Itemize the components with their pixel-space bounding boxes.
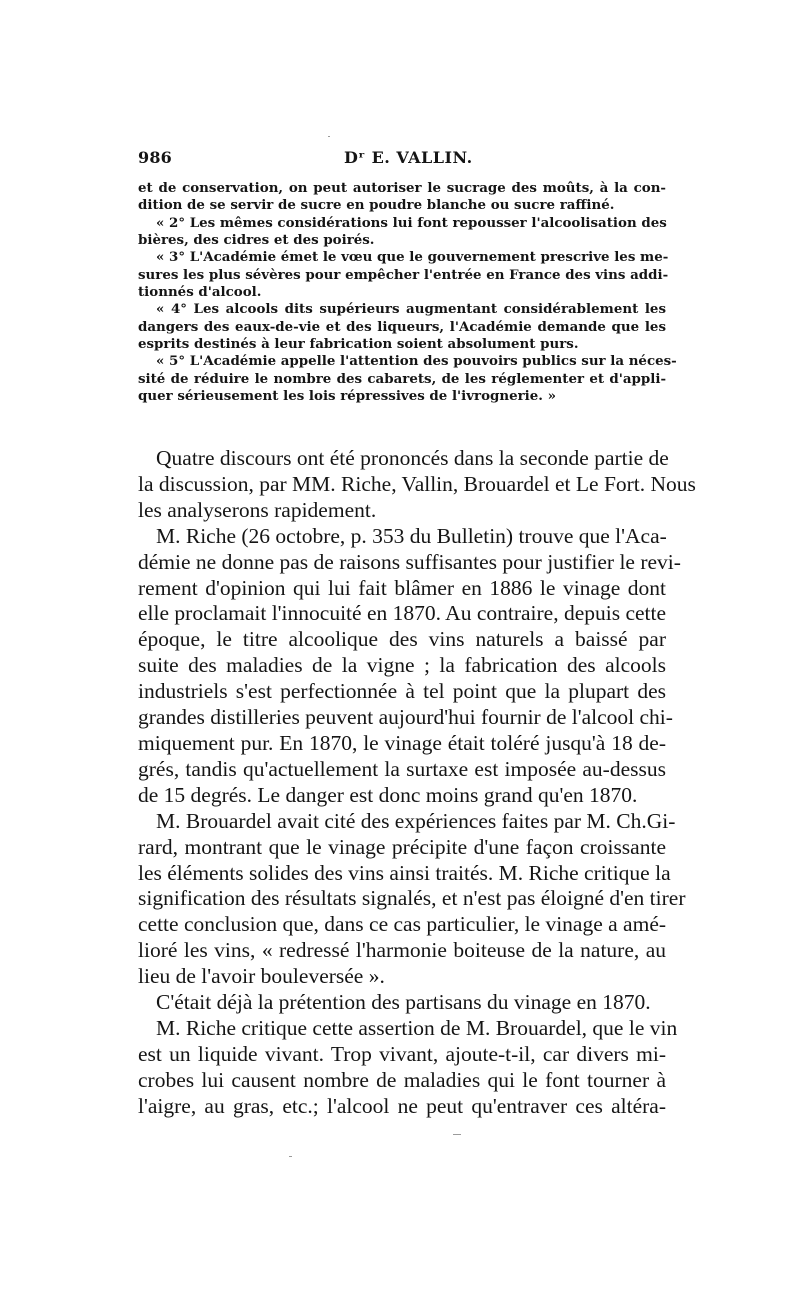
quote-line: tionnés d'alcool. [138,284,262,301]
quote-line: « 5° L'Académie appelle l'attention des pouvoirs publics sur la néces- [156,353,677,370]
body-line: grés, tandis qu'actuellement la surtaxe est imposée au-dessus [138,756,666,781]
body-line: cette conclusion que, dans ce cas particulier, le vinage a amé- [138,912,667,937]
quoted-resolution-block [138,180,677,405]
body-line: M. Riche critique cette assertion de M. Brouardel, que le vin [156,1015,678,1040]
body-line: C'était déjà la prétention des partisans du vinage en 1870. [156,990,651,1015]
scan-mark [453,1134,461,1135]
body-line: rard, montrant que le vinage précipite d'une façon croissante [138,834,666,859]
body-line: signification des résultats signalés, et n'est pas éloigné d'en tirer [138,886,686,911]
quote-line: « 4° Les alcools dits supérieurs augmentant considérablement les [156,301,666,318]
body-line: M. Brouardel avait cité des expériences faites par M. Ch.Gi- [156,808,676,833]
running-title-author: Dʳ E. VALLIN. [344,148,473,167]
body-line: les analyserons rapidement. [138,497,377,522]
scan-mark [289,1156,292,1157]
running-header [138,148,666,172]
body-line: suite des maladies de la vigne ; la fabrication des alcools [138,653,666,678]
scan-mark [328,136,330,137]
quote-line: sures les plus sévères pour empêcher l'entrée en France des vins addi- [138,266,669,283]
page-number: 986 [138,148,172,167]
body-line: l'aigre, au gras, etc.; l'alcool ne peut qu'entraver ces altéra- [138,1093,666,1118]
quote-line: bières, des cidres et des poirés. [138,232,375,249]
quote-line: sité de réduire le nombre des cabarets, de les réglementer et d'appli- [138,370,666,387]
quote-line: « 2° Les mêmes considérations lui font repousser l'alcoolisation des [156,214,667,231]
quote-line: dangers des eaux-de-vie et des liqueurs, l'Académie demande que les [138,318,666,335]
quote-line: « 3° L'Académie émet le vœu que le gouvernement prescrive les me- [156,249,669,266]
body-line: lieu de l'avoir bouleversée ». [138,964,385,989]
body-line: rement d'opinion qui lui fait blâmer en 1886 le vinage dont [138,575,666,600]
quote-line: dition de se servir de sucre en poudre blanche ou sucre raffiné. [138,197,615,214]
body-line: industriels s'est perfectionnée à tel point que la plupart des [138,679,666,704]
main-body-text [138,446,696,1120]
quote-line: esprits destinés à leur fabrication soient absolument purs. [138,336,579,353]
body-line: est un liquide vivant. Trop vivant, ajoute-t-il, car divers mi- [138,1041,666,1066]
body-line: la discussion, par MM. Riche, Vallin, Brouardel et Le Fort. Nous [138,471,696,496]
body-line: de 15 degrés. Le danger est donc moins grand qu'en 1870. [138,782,638,807]
body-line: démie ne donne pas de raisons suffisantes pour justifier le revi- [138,549,681,574]
body-line: miquement pur. En 1870, le vinage était toléré jusqu'à 18 de- [138,730,666,755]
body-line: époque, le titre alcoolique des vins naturels a baissé par [138,627,666,652]
body-line: M. Riche (26 octobre, p. 353 du Bulletin) trouve que l'Aca- [156,523,667,548]
quote-line: et de conservation, on peut autoriser le sucrage des moûts, à la con- [138,180,666,196]
body-line: grandes distilleries peuvent aujourd'hui fournir de l'alcool chi- [138,705,673,730]
quote-line: quer sérieusement les lois répressives de l'ivrognerie. » [138,388,556,405]
body-line: crobes lui causent nombre de maladies qui le font tourner à [138,1067,666,1092]
body-line: elle proclamait l'innocuité en 1870. Au contraire, depuis cette [138,601,667,626]
body-line: les éléments solides des vins ainsi traités. M. Riche critique la [138,860,671,885]
body-line: Quatre discours ont été prononcés dans la seconde partie de [156,446,669,470]
body-line: lioré les vins, « redressé l'harmonie boiteuse de la nature, au [138,938,666,963]
